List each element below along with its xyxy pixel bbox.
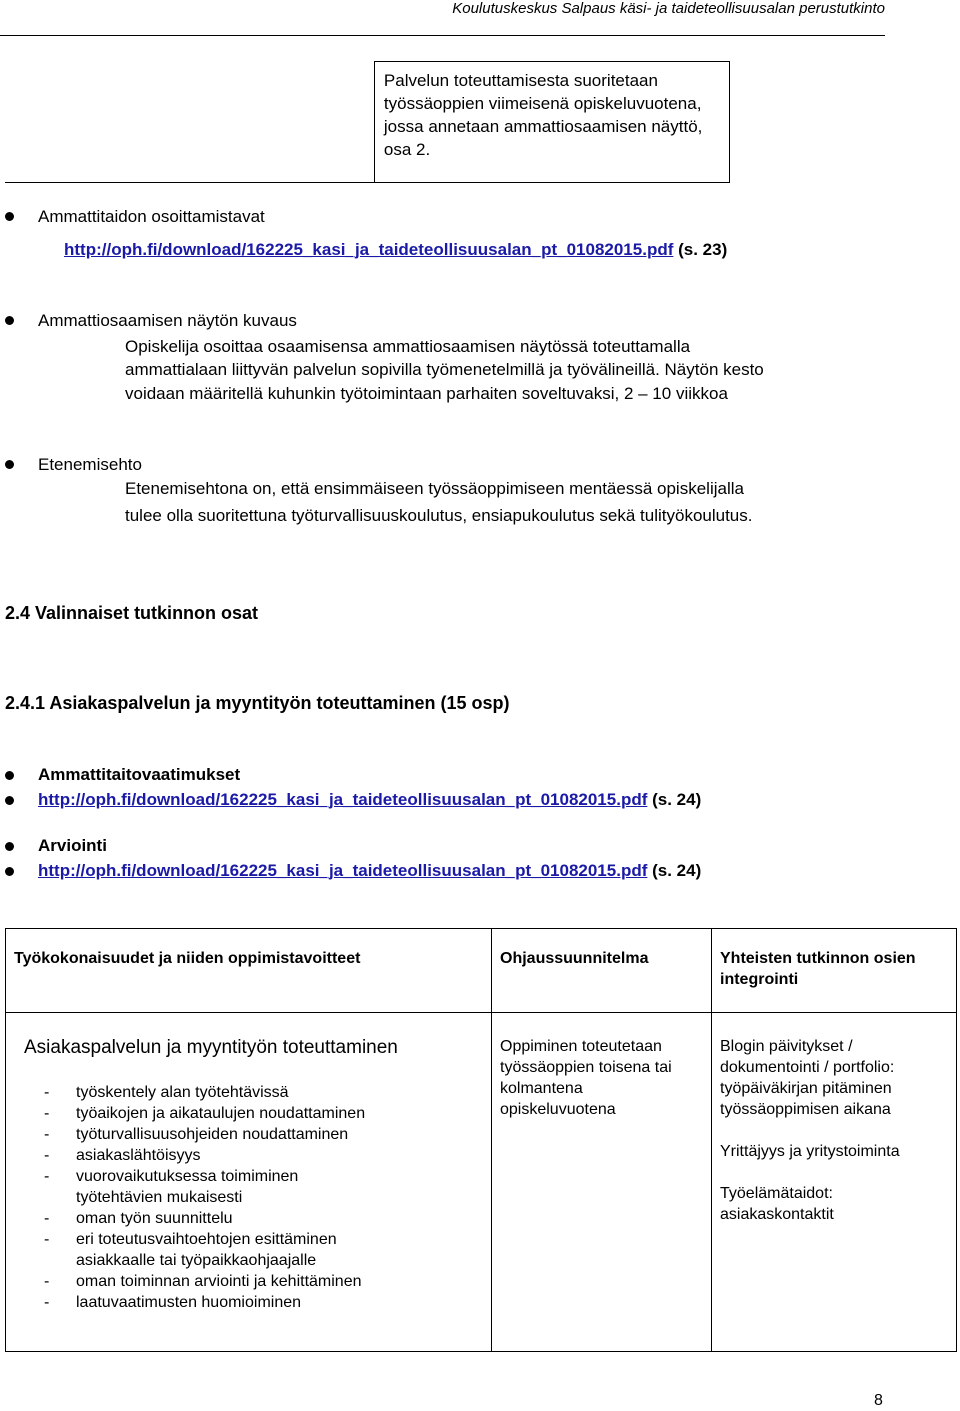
bullet-dot	[5, 842, 14, 851]
kuvaus-line-2: ammattialaan liittyvän palvelun sopivilla työmenetelmillä ja työvälineillä. Näytön kesto	[125, 360, 764, 379]
col3-block-1: Blogin päivitykset / dokumentointi / portfolio: työpäiväkirjan pitäminen työssäoppimisen aikana	[720, 1038, 895, 1118]
link-line-s24-a	[38, 788, 701, 811]
bullet-ammattitaitovaatimukset: Ammattitaitovaatimukset	[38, 765, 241, 784]
col3-block-2: Yrittäjyys ja yritystoiminta	[720, 1143, 900, 1160]
bullet-dot	[5, 867, 14, 876]
etenemisehto-line-1: Etenemisehtona on, että ensimmäiseen työssäoppimiseen mentäessä opiskelijalla	[125, 479, 744, 498]
header-yhteisten-integrointi: Yhteisten tutkinnon osien integrointi	[712, 929, 957, 1013]
list-item: - vuorovaikutuksessa toimiminen työtehtävien mukaisesti	[44, 1168, 299, 1206]
heading-2-4-1: 2.4.1 Asiakaspalvelun ja myyntityön toteuttaminen (15 osp)	[5, 693, 510, 713]
bullet-dot	[5, 316, 14, 325]
list-item: - työaikojen ja aikataulujen noudattaminen	[44, 1105, 366, 1122]
link-line-s23	[64, 238, 727, 261]
page-ref-s24-a: (s. 24)	[647, 790, 702, 809]
list-item: - työskentely alan työtehtävissä	[44, 1084, 289, 1101]
page-ref-s24-b: (s. 24)	[647, 861, 702, 880]
list-item: - työturvallisuusohjeiden noudattaminen	[44, 1126, 349, 1143]
bullet-naytön-kuvaus: Ammattiosaamisen näytön kuvaus	[38, 311, 297, 330]
oph-link-2[interactable]: http://oph.fi/download/162225_kasi_ja_taideteollisuusalan_pt_01082015.pdf	[38, 790, 648, 809]
cell-guidance-plan	[492, 1013, 712, 1352]
work-table	[5, 928, 957, 1352]
oph-link-3[interactable]: http://oph.fi/download/162225_kasi_ja_taideteollisuusalan_pt_01082015.pdf	[38, 861, 648, 880]
col3-block-3: Työelämätaidot: asiakaskontaktit	[720, 1185, 834, 1223]
bullet-dot	[5, 796, 14, 805]
top-table	[5, 61, 730, 183]
oph-link-1[interactable]: http://oph.fi/download/162225_kasi_ja_taideteollisuusalan_pt_01082015.pdf	[64, 240, 674, 259]
bullet-dot	[5, 212, 14, 221]
col1-title: Asiakaspalvelun ja myyntityön toteuttaminen	[24, 1037, 398, 1058]
link-line-s24-b	[38, 859, 701, 882]
cell-integration	[712, 1013, 957, 1352]
objectives-list	[6, 1082, 481, 1313]
etenemisehto-line-2: tulee olla suoritettuna työturvallisuuskoulutus, ensiapukoulutus sekä tulityökoulutus.	[125, 506, 753, 525]
page-header	[0, 0, 885, 36]
list-item: - asiakaslähtöisyys	[44, 1147, 201, 1164]
list-item: - eri toteutusvaihtoehtojen esittäminen asiakkaalle tai työpaikkaohjaajalle	[44, 1231, 337, 1269]
top-table-empty-cell	[5, 62, 374, 183]
heading-2-4: 2.4 Valinnaiset tutkinnon osat	[5, 603, 259, 623]
bullet-etenemisehto: Etenemisehto	[38, 455, 142, 474]
kuvaus-line-3: voidaan määritellä kuhunkin työtoimintaan parhaiten soveltuvaksi, 2 – 10 viikkoa	[125, 384, 728, 403]
list-item: - oman työn suunnittelu	[44, 1210, 233, 1227]
list-item: - laatuvaatimusten huomioiminen	[44, 1294, 302, 1311]
cell-work-objectives	[6, 1013, 492, 1352]
bullet-dot	[5, 460, 14, 469]
col2-text: Oppiminen toteutetaan työssäoppien toisena tai kolmantena opiskeluvuotena	[500, 1038, 672, 1118]
list-item: - oman toiminnan arviointi ja kehittäminen	[44, 1273, 362, 1290]
header-title: Koulutuskeskus Salpaus käsi- ja taideteollisuusalan perustutkinto	[452, 0, 885, 17]
bullet-dot	[5, 771, 14, 780]
bullet-arviointi: Arviointi	[38, 836, 107, 855]
bullet-ammattitaidon-osoittamistavat: Ammattitaidon osoittamistavat	[38, 207, 265, 226]
page-ref-s23: (s. 23)	[673, 240, 728, 259]
kuvaus-line-1: Opiskelija osoittaa osaamisensa ammattiosaamisen näytössä toteuttamalla	[125, 337, 691, 356]
page-number: 8	[874, 1392, 883, 1409]
top-table-text-cell	[374, 62, 729, 183]
header-tyokokonaisuudet: Työkokonaisuudet ja niiden oppimistavoitteet	[6, 929, 492, 1013]
top-table-text: Palvelun toteuttamisesta suoritetaan työssäoppien viimeisenä opiskeluvuotena, jossa annetaan ammattiosaamisen näyttö, osa 2.	[383, 71, 703, 159]
header-ohjaussuunnitelma: Ohjaussuunnitelma	[492, 929, 712, 1013]
